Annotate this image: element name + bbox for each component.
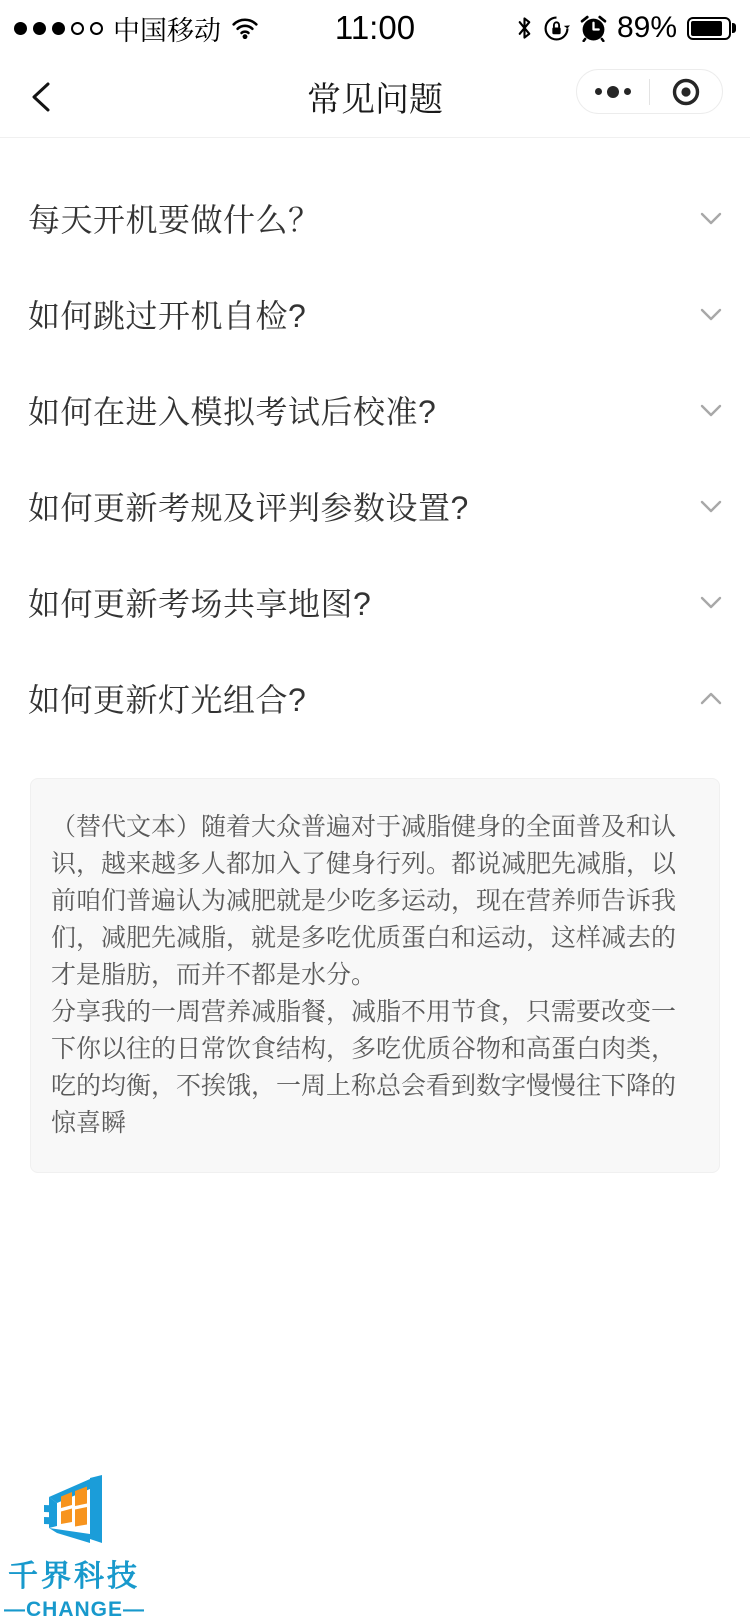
chevron-down-icon: [700, 211, 722, 226]
back-button[interactable]: [24, 77, 62, 117]
faq-question-text: 如何跳过开机自检?: [28, 298, 307, 334]
bluetooth-icon: [516, 15, 533, 41]
more-button[interactable]: [577, 70, 649, 113]
faq-question-text: 如何在进入模拟考试后校准?: [28, 394, 437, 430]
wifi-icon: [231, 17, 259, 39]
faq-list: [0, 138, 750, 1173]
faq-question-row[interactable]: [0, 362, 750, 458]
faq-question-text: 每天开机要做什么？: [28, 202, 321, 238]
status-bar-right: [506, 11, 736, 45]
signal-dots-icon: [14, 22, 103, 35]
company-logo: [4, 1475, 144, 1622]
clock-time: 11:00: [334, 9, 416, 46]
company-name-en: —CHANGE—: [4, 1598, 146, 1621]
company-name-cn: 千界科技: [8, 1560, 140, 1593]
battery-icon: [687, 17, 736, 40]
company-logo-icon: [42, 1475, 106, 1543]
chevron-left-icon: [24, 77, 62, 117]
chevron-down-icon: [700, 499, 722, 514]
miniprogram-capsule: [576, 69, 723, 114]
faq-question-text: 如何更新考规及评判参数设置?: [28, 490, 469, 526]
faq-answer-panel: [30, 778, 720, 1173]
orientation-lock-icon: [543, 15, 570, 42]
alarm-icon: [580, 15, 607, 42]
faq-question-row[interactable]: [0, 266, 750, 362]
chevron-down-icon: [700, 403, 722, 418]
faq-question-row[interactable]: [0, 170, 750, 266]
chevron-down-icon: [700, 595, 722, 610]
ellipsis-icon: [595, 86, 631, 98]
carrier-label: 中国移动: [113, 15, 221, 46]
faq-answer-paragraph: （替代文本）随着大众普遍对于减脂健身的全面普及和认识，越来越多人都加入了健身行列。都说减肥先减脂，以前咱们普遍认为减肥就是少吃多运动，现在营养师告诉我们，减肥先减脂，就是多吃优质蛋白和运动，这样减去的才是脂肪，而并不都是水分。: [51, 813, 677, 989]
battery-percent-label: 89%: [616, 11, 677, 44]
faq-question-row[interactable]: [0, 554, 750, 650]
faq-question-row[interactable]: [0, 458, 750, 554]
faq-answer-paragraph: 分享我的一周营养减脂餐，减脂不用节食，只需要改变一下你以往的日常饮食结构，多吃优质谷物和高蛋白肉类，吃的均衡，不挨饿，一周上称总会看到数字慢慢往下降的惊喜瞬: [51, 998, 677, 1137]
chevron-down-icon: [700, 307, 722, 322]
faq-question-text: 如何更新考场共享地图?: [28, 586, 372, 622]
faq-question-text: 如何更新灯光组合?: [28, 682, 307, 718]
nav-bar: [0, 56, 750, 138]
page-title: 常见问题: [307, 81, 443, 119]
status-bar-left: [14, 9, 259, 48]
chevron-up-icon: [700, 691, 722, 706]
record-circle-icon: [671, 77, 701, 107]
exit-button[interactable]: [650, 70, 722, 113]
status-bar: [0, 0, 750, 56]
faq-question-row[interactable]: [0, 650, 750, 746]
